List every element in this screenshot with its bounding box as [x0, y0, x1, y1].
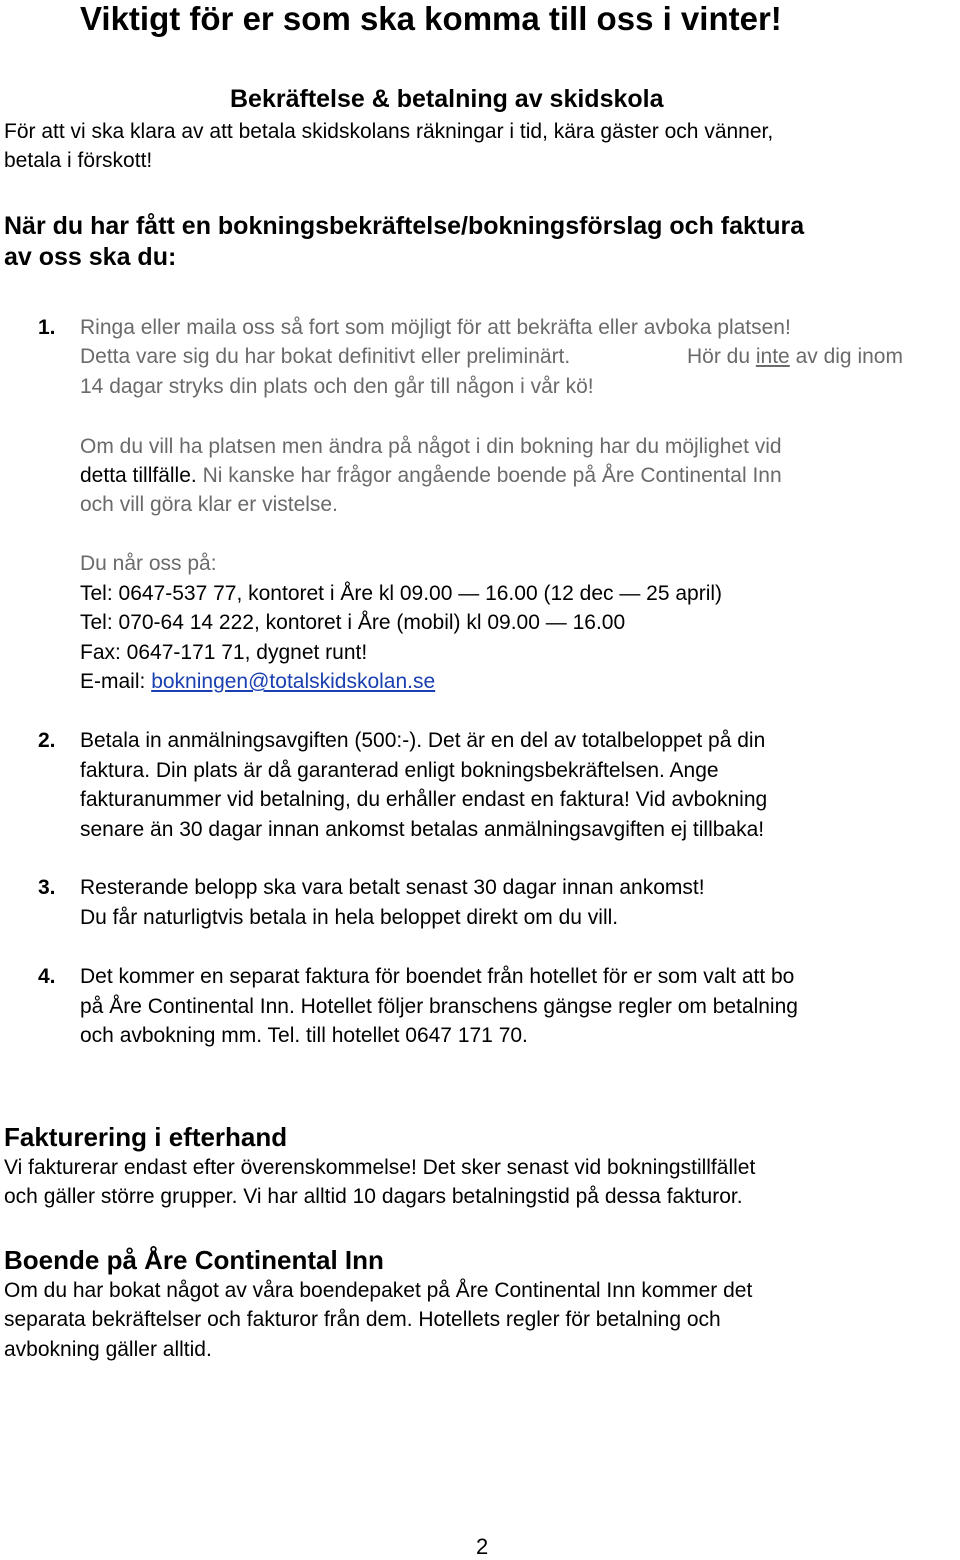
- list-number: 4.: [38, 965, 56, 988]
- confirmation-heading: Bekräftelse & betalning av skidskola: [230, 85, 664, 113]
- page-number: 2: [476, 1534, 489, 1559]
- item-1-hor-underlined: inte: [755, 345, 790, 368]
- contact-email-link[interactable]: bokningen@totalskidskolan.se: [151, 670, 436, 693]
- item-2-line-3: fakturanummer vid betalning, du erhåller endast en faktura! Vid avbokning: [80, 788, 768, 811]
- list-number: 3.: [38, 876, 56, 899]
- list-number: 1.: [38, 316, 56, 339]
- booking-heading-line-2: av oss ska du:: [4, 243, 177, 271]
- item-1-hor-line: [687, 342, 903, 372]
- contact-tel-2: Tel: 070-64 14 222, kontoret i Åre (mobil) kl 09.00 — 16.00: [80, 611, 626, 634]
- contact-email-label: E-mail:: [80, 670, 152, 693]
- contact-email-line: [80, 667, 435, 697]
- invoicing-line-1: Vi fakturerar endast efter överenskommelse! Det sker senast vid bokningstillfället: [4, 1156, 756, 1179]
- item-1-para2-line-2b: Ni kanske har frågor angående boende på Åre Continental Inn: [196, 464, 782, 487]
- contact-tel-1: Tel: 0647-537 77, kontoret i Åre kl 09.00 — 16.00 (12 dec — 25 april): [80, 582, 723, 605]
- item-1-line-4: 14 dagar stryks din plats och den går till någon i vår kö!: [80, 375, 594, 398]
- item-1-para2-line-1: Om du vill ha platsen men ändra på något i din bokning har du möjlighet vid: [80, 435, 782, 458]
- accommodation-line-3: avbokning gäller alltid.: [4, 1338, 212, 1361]
- booking-heading-line-1: När du har fått en bokningsbekräftelse/bokningsförslag och faktura: [4, 212, 805, 240]
- item-3-line-2: Du får naturligtvis betala in hela beloppet direkt om du vill.: [80, 906, 619, 929]
- item-1-para2-line-3: och vill göra klar er vistelse.: [80, 493, 338, 516]
- confirmation-line-1: För att vi ska klara av att betala skidskolans räkningar i tid, kära gäster och vänner,: [4, 120, 774, 143]
- item-4-line-1: Det kommer en separat faktura för boendet från hotellet för er som valt att bo: [80, 965, 795, 988]
- item-2-line-2: faktura. Din plats är då garanterad enligt bokningsbekräftelsen. Ange: [80, 759, 719, 782]
- item-2-line-4: senare än 30 dagar innan ankomst betalas anmälningsavgiften ej tillbaka!: [80, 818, 765, 841]
- invoicing-heading: Fakturering i efterhand: [4, 1122, 288, 1152]
- confirmation-line-2: betala i förskott!: [4, 149, 153, 172]
- item-4-line-2: på Åre Continental Inn. Hotellet följer branschens gängse regler om betalning: [80, 995, 798, 1018]
- page-title: Viktigt för er som ska komma till oss i vinter!: [80, 0, 782, 37]
- item-1-para2-line-2a: detta tillfälle.: [80, 464, 197, 487]
- contact-fax: Fax: 0647-171 71, dygnet runt!: [80, 641, 368, 664]
- item-2-line-1: Betala in anmälningsavgiften (500:-). Det är en del av totalbeloppet på din: [80, 729, 766, 752]
- item-1-line-1: Ringa eller maila oss så fort som möjligt för att bekräfta eller avboka platsen!: [80, 316, 791, 339]
- item-1-hor-post: av dig inom: [789, 345, 903, 368]
- invoicing-line-2: och gäller större grupper. Vi har alltid 10 dagars betalningstid på dessa fakturor.: [4, 1185, 743, 1208]
- item-1-hor-pre: Hör du: [687, 345, 756, 368]
- item-3-line-1: Resterande belopp ska vara betalt senast 30 dagar innan ankomst!: [80, 876, 705, 899]
- accommodation-line-2: separata bekräftelser och fakturor från dem. Hotellets regler för betalning och: [4, 1308, 721, 1331]
- item-1-para2-line-2: [80, 461, 782, 491]
- item-4-line-3: och avbokning mm. Tel. till hotellet 0647 171 70.: [80, 1024, 528, 1047]
- list-number: 2.: [38, 729, 56, 752]
- item-1-line-2: Detta vare sig du har bokat definitivt eller preliminärt.: [80, 345, 571, 368]
- accommodation-heading: Boende på Åre Continental Inn: [4, 1245, 384, 1275]
- contact-intro: Du når oss på:: [80, 552, 217, 575]
- accommodation-line-1: Om du har bokat något av våra boendepaket på Åre Continental Inn kommer det: [4, 1279, 753, 1302]
